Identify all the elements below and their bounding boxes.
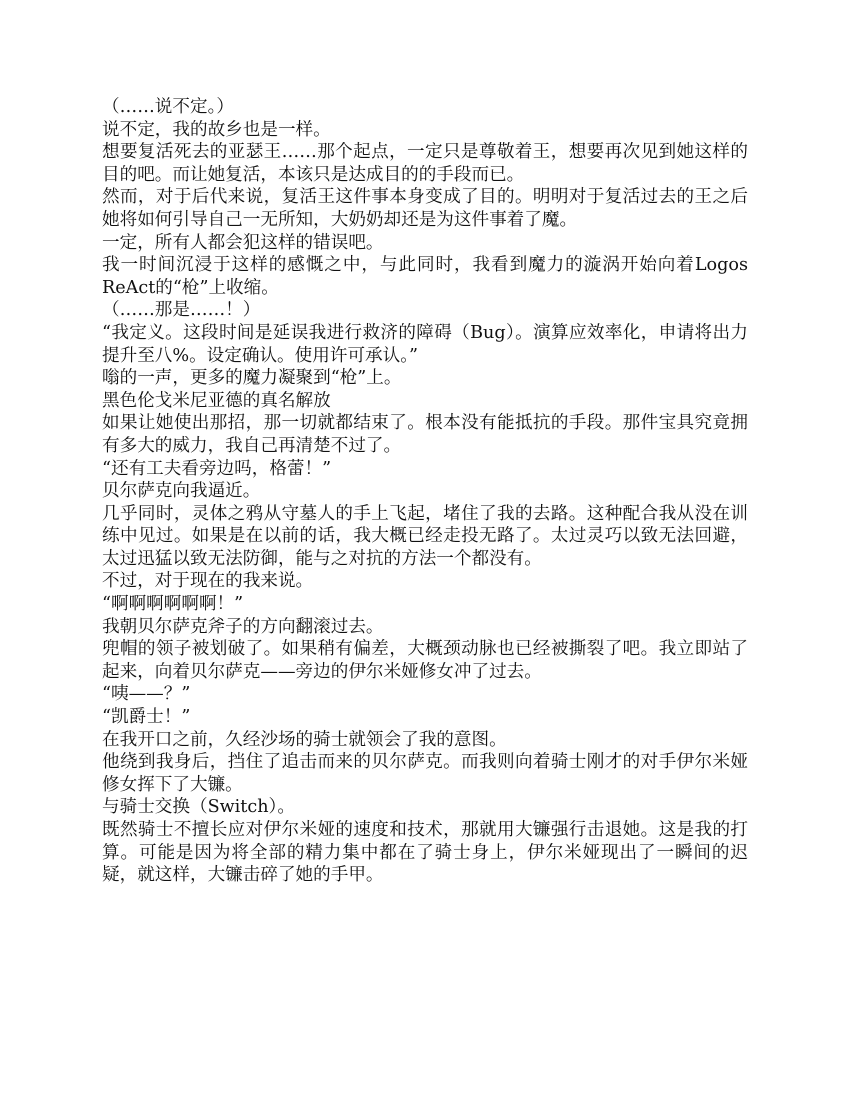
paragraph: 如果让她使出那招，那一切就都结束了。根本没有能抵抗的手段。那件宝具究竟拥有多大的威力，我自己再清楚不过了。 [102, 413, 748, 456]
paragraph: 兜帽的领子被划破了。如果稍有偏差，大概颈动脉也已经被撕裂了吧。我立即站了起来，向着贝尔萨克——旁边的伊尔米娅修女冲了过去。 [102, 639, 748, 682]
paragraph: 贝尔萨克向我逼近。 [102, 481, 261, 502]
paragraph: “还有工夫看旁边吗，格蕾！” [102, 458, 332, 479]
paragraph: 他绕到我身后，挡住了追击而来的贝尔萨克。而我则向着骑士刚才的对手伊尔米娅修女挥下了大镰。 [102, 752, 748, 795]
paragraph: “我定义。这段时间是延误我进行救济的障碍（Bug）。演算应效率化，申请将出力提升至八%。设定确认。使用许可承认。” [102, 322, 748, 366]
paragraph: 我一时间沉浸于这样的感慨之中，与此同时，我看到魔力的漩涡开始向着Logos ReAct的“枪”上收缩。 [102, 255, 748, 298]
paragraph: （……那是……！） [102, 300, 261, 321]
paragraph: 不过，对于现在的我来说。 [102, 571, 314, 592]
paragraph: 想要复活死去的亚瑟王……那个起点，一定只是尊敬着王，想要再次见到她这样的目的吧。而让她复活，本该只是达成目的的手段而已。 [102, 142, 748, 185]
paragraph: “凯爵士！” [102, 707, 191, 728]
paragraph: 然而，对于后代来说，复活王这件事本身变成了目的。明明对于复活过去的王之后她将如何引导自己一无所知，大奶奶却还是为这件事着了魔。 [102, 187, 748, 230]
paragraph: 嗡的一声，更多的魔力凝聚到“枪”上。 [102, 368, 402, 389]
paragraph: “啊啊啊啊啊啊！” [102, 594, 244, 615]
document-body [102, 96, 748, 887]
paragraph: 说不定，我的故乡也是一样。 [102, 119, 331, 140]
paragraph: 几乎同时，灵体之鸦从守墓人的手上飞起，堵住了我的去路。这种配合我从没在训练中见过。如果是在以前的话，我大概已经走投无路了。太过灵巧以致无法回避，太过迅猛以致无法防御，能与之对抗的方法一个都没有。 [102, 503, 748, 569]
paragraph: “咦——？” [102, 684, 191, 705]
paragraph: 一定，所有人都会犯这样的错误吧。 [102, 232, 384, 253]
paragraph: （……说不定。） [102, 97, 234, 117]
paragraph: 黑色伦戈米尼亚德的真名解放 [102, 390, 331, 411]
paragraph: 既然骑士不擅长应对伊尔米娅的速度和技术，那就用大镰强行击退她。这是我的打算。可能是因为将全部的精力集中都在了骑士身上，伊尔米娅现出了一瞬间的迟疑，就这样，大镰击碎了她的手甲。 [102, 820, 748, 886]
paragraph: 与骑士交换（Switch）。 [102, 797, 295, 818]
paragraph: 我朝贝尔萨克斧子的方向翻滚过去。 [102, 616, 384, 637]
paragraph: 在我开口之前，久经沙场的骑士就领会了我的意图。 [102, 729, 507, 750]
